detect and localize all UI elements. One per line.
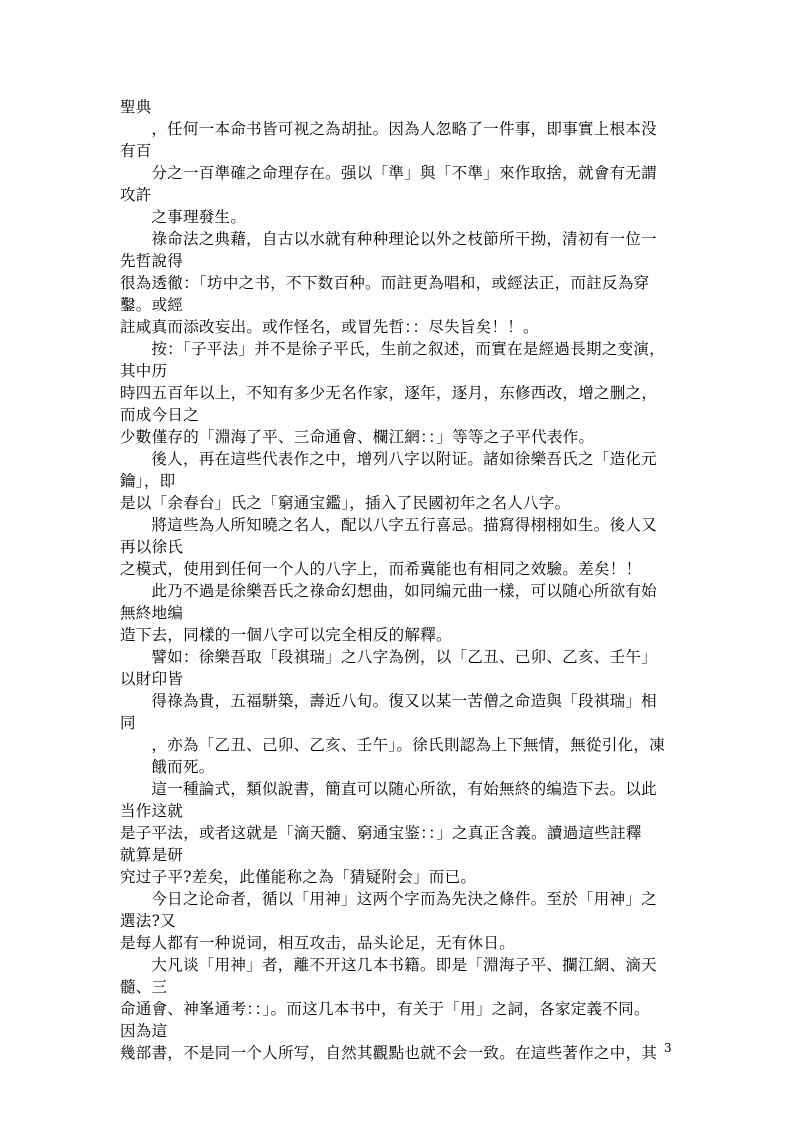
text-line: 今日之论命者，循以「用神」这两个字而為先決之條件。至於「用神」之	[120, 890, 657, 908]
text-line: 是以「余春台」氏之「窮通宝鑑」，插入了民國初年之名人八字。	[120, 494, 571, 512]
text-line: 究过子平?差矣，此僅能称之為「猜疑附会」而已。	[120, 868, 477, 886]
text-line: 攻許	[120, 186, 152, 204]
text-line: 鑿。或經	[120, 296, 184, 314]
text-line: 以財印皆	[120, 670, 184, 688]
text-line: ，亦為「乙丑、己卯、乙亥、壬午」。徐氏則認為上下無情，無從引化，凍	[120, 736, 666, 754]
text-line: 註咸真而添改妄出。或作怪名，或冒先哲：：尽失旨矣！！。	[120, 318, 539, 336]
text-line: 將這些為人所知曉之名人，配以八字五行喜忌。描寫得栩栩如生。後人又	[120, 516, 657, 534]
text-line: 同	[120, 714, 136, 732]
text-line: 先哲說得	[120, 252, 184, 270]
text-line: 按：「子平法」并不是徐子平氏，生前之叙述，而實在是經過長期之变演，	[120, 340, 666, 358]
text-line: ，任何一本命书皆可视之為胡扯。因為人忽略了一件事，即事實上根本没	[120, 120, 657, 138]
text-line: 時四五百年以上，不知有多少无名作家，逐年，逐月，东修西改，增之删之，	[120, 384, 658, 402]
text-line: 少數僅存的「淵海了平、三命通會、欄江網：：」等等之子平代表作。	[120, 428, 595, 446]
text-line: 当作这就	[120, 802, 184, 820]
text-line: 髓、三	[120, 978, 168, 996]
text-line: 無終地编	[120, 604, 184, 622]
text-line: 造下去，同樣的一個八字可以完全相反的解釋。	[120, 626, 452, 644]
text-line: 有百	[120, 142, 152, 160]
text-line: 而成今日之	[120, 406, 200, 424]
text-line: 其中历	[120, 362, 168, 380]
text-line: 後人，再在這些代表作之中，增列八字以附证。諸如徐樂吾氏之「造化元	[120, 450, 657, 468]
text-line: 因為這	[120, 1022, 168, 1040]
page-number: 3	[664, 1041, 672, 1055]
text-line: 之模式，使用到任何一个人的八字上，而希冀能也有相同之效驗。差矣！！	[120, 560, 642, 578]
text-line: 大凡谈「用神」者，離不开这几本书籍。即是「淵海子平、攔江網、滴天	[120, 956, 657, 974]
text-line: 命通會、神峯通考：：」。而这几本书中，有关于「用」之詞，各家定義不同。	[120, 1000, 650, 1018]
text-line: 得祿為貴，五福駢築，壽近八旬。復又以某一苦僧之命造與「段祺瑞」相	[120, 692, 657, 710]
text-line: 譬如：徐樂吾取「段祺瑞」之八字為例，以「乙丑、己卯、乙亥、壬午」	[120, 648, 657, 666]
text-line: 再以徐氏	[120, 538, 184, 556]
text-line: 幾部書，不是同一个人所写，自然其觀點也就不会一致。在這些著作之中，其	[120, 1044, 658, 1062]
body-text	[120, 96, 680, 1064]
text-line: 聖典	[120, 98, 152, 116]
text-line: 祿命法之典藉，自古以水就有种种理论以外之枝節所干拗，清初有一位一	[120, 230, 657, 248]
text-line: 鑰」，即	[120, 472, 176, 490]
text-line: 分之一百準確之命理存在。强以「準」與「不準」來作取捨，就會有无謂	[120, 164, 657, 182]
text-line: 餓而死。	[120, 758, 215, 776]
text-line: 很為透徹：「坊中之书，不下数百种。而註更為唱和，或經法正，而註反為穿	[120, 274, 650, 292]
text-line: 就算是研	[120, 846, 184, 864]
text-line: 這一種論式，類似說書，簡直可以随心所欲，有始無終的编造下去。以此	[120, 780, 657, 798]
text-line: 此乃不過是徐樂吾氏之祿命幻想曲，如同编元曲一樣，可以随心所欲有始	[120, 582, 657, 600]
text-line: 是子平法，或者这就是「滴天髓、窮通宝鉴：：」之真正含義。讀過這些註釋	[120, 824, 642, 842]
text-line: 是每人都有一种说词，相互攻击，品头论足，无有休日。	[120, 934, 516, 952]
text-line: 之事理發生。	[120, 208, 247, 226]
text-line: 選法?又	[120, 912, 177, 930]
